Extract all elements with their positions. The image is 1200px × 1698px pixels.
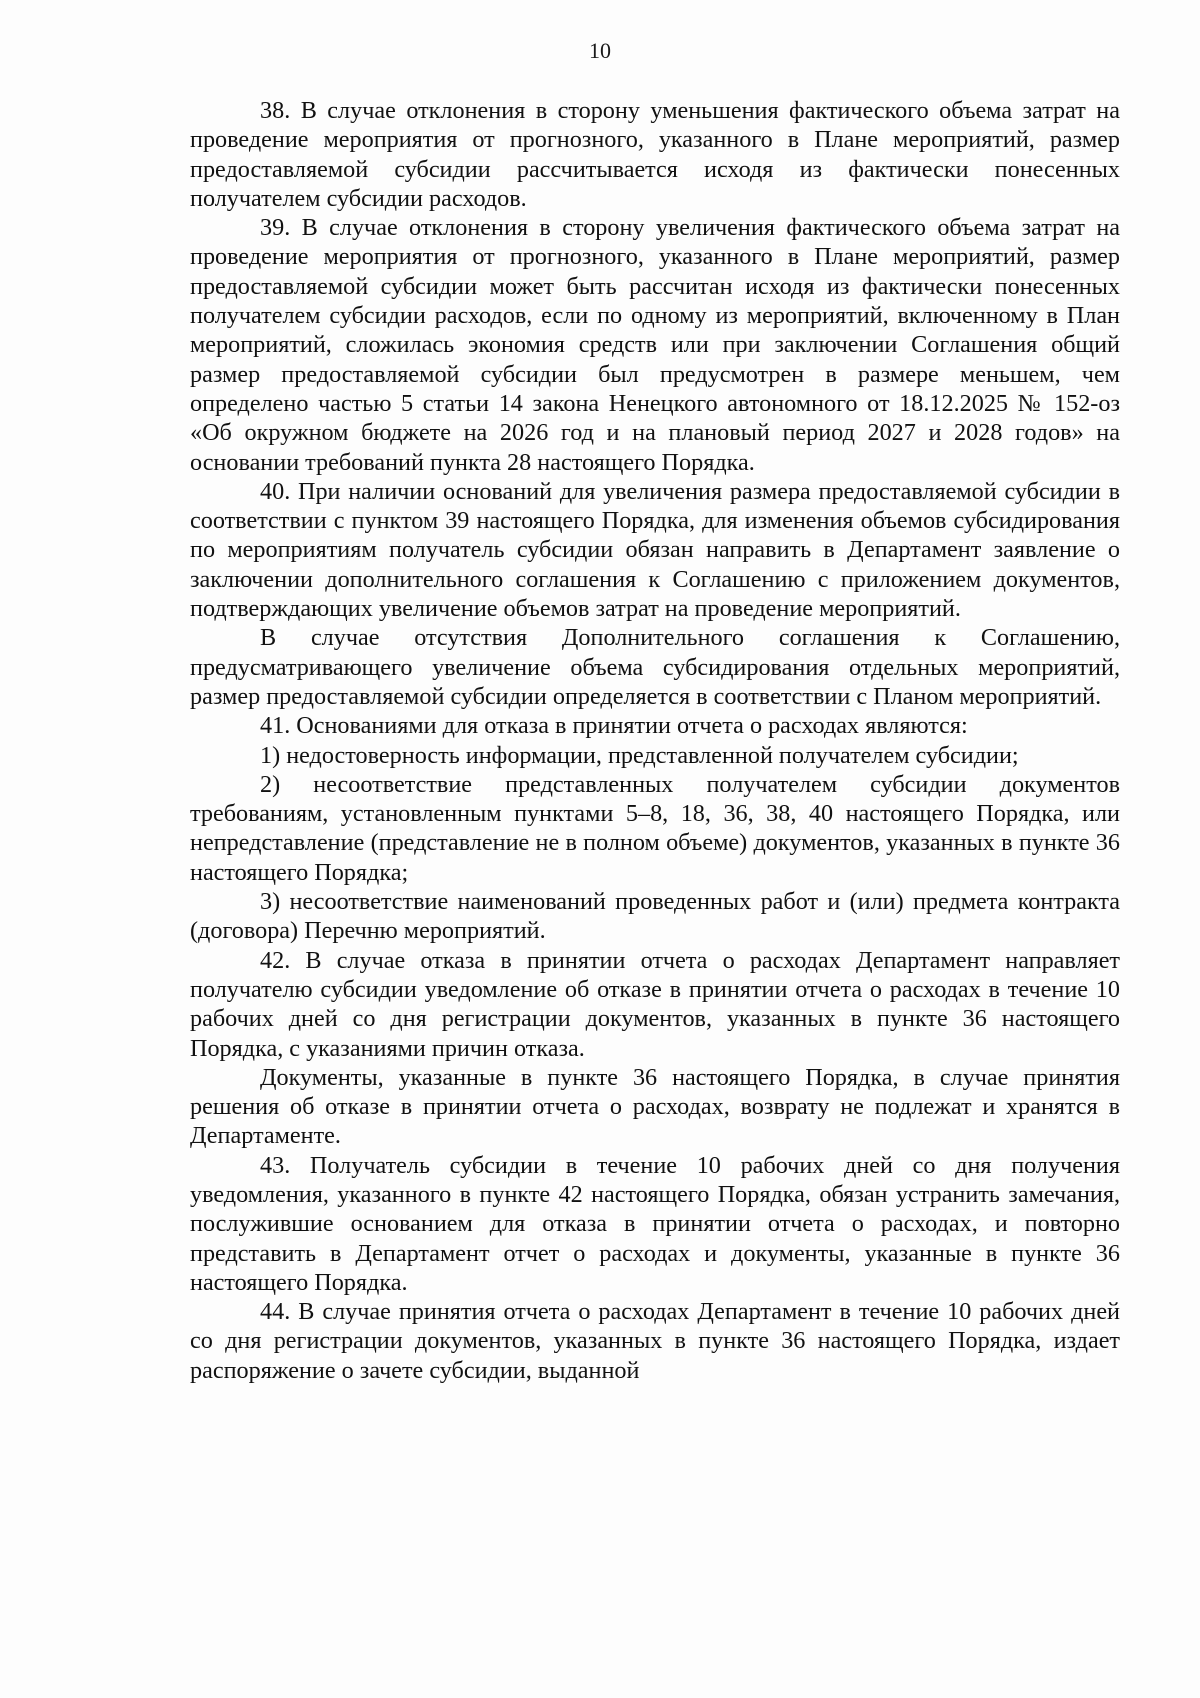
paragraph-41: 41. Основаниями для отказа в принятии отчета о расходах являются:	[260, 712, 968, 740]
paragraph-44: 44. В случае принятия отчета о расходах Департамент в течение 10 рабочих дней со дня регистрации документов, указанных в пункте 36 настоящего Порядка, издает распоряжение о зачете субсидии, выданной	[190, 1298, 1120, 1384]
paragraph-40: 40. При наличии оснований для увеличения размера предоставляемой субсидии в соответствии с пунктом 39 настоящего Порядка, для изменения объемов субсидирования по мероприятиям получатель субсидии обязан направить в Департамент заявление о заключении дополнительного соглашения к Соглашению с приложением документов, подтверждающих увеличение объемов затрат на проведение мероприятий.	[190, 477, 1120, 623]
paragraph-41-item-3: 3) несоответствие наименований проведенных работ и (или) предмета контракта (договора) Перечню мероприятий.	[190, 888, 1120, 945]
document-body	[190, 96, 1120, 1385]
paragraph-42-continuation: Документы, указанные в пункте 36 настоящего Порядка, в случае принятия решения об отказе в принятии отчета о расходах, возврату не подлежат и хранятся в Департаменте.	[190, 1063, 1120, 1150]
paragraph-39: 39. В случае отклонения в сторону увеличения фактического объема затрат на проведение мероприятия от прогнозного, указанного в Плане мероприятий, размер предоставляемой субсидии может быть рассчитан исходя из фактически понесенных получателем субсидии расходов, если по одному из мероприятий, включенному в План мероприятий, сложилась экономия средств или при заключении Соглашения общий размер предоставляемой субсидии был предусмотрен в размере меньшем, чем определено частью 5 статьи 14 закона Ненецкого автономного от 18.12.2025 № 152-оз «Об окружном бюджете на 2026 год и на плановый период 2027 и 2028 годов» на основании требований пункта 28 настоящего Порядка.	[190, 214, 1120, 476]
paragraph-41-item-2: 2) несоответствие представленных получателем субсидии документов требованиям, установленным пунктами 5–8, 18, 36, 38, 40 настоящего Порядка, или непредставление (представление не в полном объеме) документов, указанных в пункте 36 настоящего Порядка;	[190, 770, 1120, 886]
paragraph-41-item-1: 1) недостоверность информации, представленной получателем субсидии;	[260, 741, 1019, 769]
paragraph-43: 43. Получатель субсидии в течение 10 рабочих дней со дня получения уведомления, указанного в пункте 42 настоящего Порядка, обязан устранить замечания, послужившие основанием для отказа в принятии отчета о расходах, и повторно представить в Департамент отчет о расходах и документы, указанные в пункте 36 настоящего Порядка.	[190, 1151, 1120, 1296]
paragraph-40-continuation: В случае отсутствия Дополнительного соглашения к Соглашению, предусматривающего увеличение объема субсидирования отдельных мероприятий, размер предоставляемой субсидии определяется в соответствии с Планом мероприятий.	[190, 624, 1120, 710]
page-number: 10	[589, 38, 611, 63]
paragraph-38: 38. В случае отклонения в сторону уменьшения фактического объема затрат на проведение мероприятия от прогнозного, указанного в Плане мероприятий, размер предоставляемой субсидии рассчитывается исходя из фактически понесенных получателем субсидии расходов.	[190, 97, 1120, 212]
paragraph-42: 42. В случае отказа в принятии отчета о расходах Департамент направляет получателю субсидии уведомление об отказе в принятии отчета о расходах в течение 10 рабочих дней со дня регистрации документов, указанных в пункте 36 настоящего Порядка, с указаниями причин отказа.	[190, 946, 1120, 1062]
